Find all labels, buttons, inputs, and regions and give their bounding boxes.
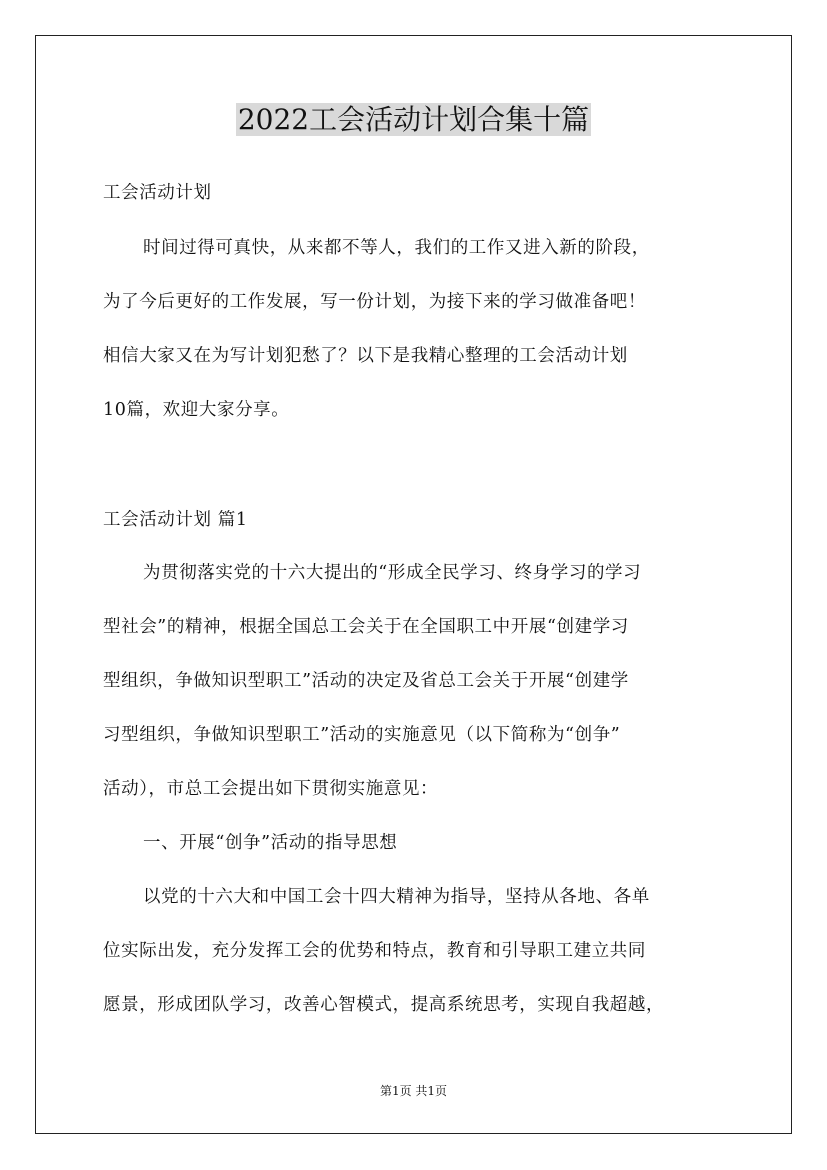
document-title-text: 2022工会活动计划合集十篇 bbox=[237, 103, 590, 136]
paragraph-line: 相信大家又在为写计划犯愁了？以下是我精心整理的工会活动计划 bbox=[103, 346, 628, 366]
paragraph-line: 位实际出发，充分发挥工会的优势和特点，教育和引导职工建立共同 bbox=[103, 941, 646, 961]
paragraph-line: 时间过得可真快，从来都不等人，我们的工作又进入新的阶段， bbox=[143, 238, 650, 258]
paragraph-line: 型组织，争做知识型职工”活动的决定及省总工会关于开展“创建学 bbox=[103, 671, 629, 691]
section-heading: 工会活动计划 篇1 bbox=[103, 510, 248, 530]
paragraph-line: 为了今后更好的工作发展，写一份计划，为接下来的学习做准备吧！ bbox=[103, 292, 646, 312]
paragraph-line: 活动），市总工会提出如下贯彻实施意见： bbox=[103, 779, 439, 799]
paragraph-line: 习型组织，争做知识型职工”活动的实施意见（以下简称为“创争” bbox=[103, 725, 621, 745]
subsection-heading: 一、开展“创争”活动的指导思想 bbox=[143, 833, 398, 853]
page-footer: 第1页 共1页 bbox=[379, 1084, 448, 1098]
document-title bbox=[0, 100, 827, 140]
section-heading: 工会活动计划 bbox=[103, 183, 212, 203]
paragraph-line: 愿景，形成团队学习，改善心智模式，提高系统思考，实现自我超越， bbox=[103, 995, 665, 1015]
paragraph-line: 10篇，欢迎大家分享。 bbox=[103, 400, 290, 420]
paragraph-line: 为贯彻落实党的十六大提出的“形成全民学习、终身学习的学习 bbox=[143, 563, 642, 583]
paragraph-line: 以党的十六大和中国工会十四大精神为指导，坚持从各地、各单 bbox=[143, 887, 650, 907]
paragraph-line: 型社会”的精神，根据全国总工会关于在全国职工中开展“创建学习 bbox=[103, 617, 629, 637]
